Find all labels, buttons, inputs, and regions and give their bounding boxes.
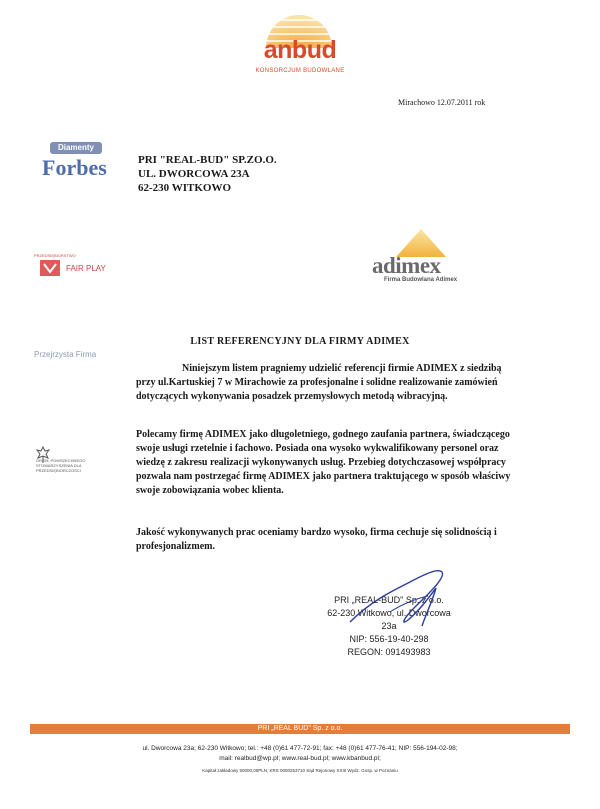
recipient-address	[138, 153, 277, 195]
orzel-award-label: ORZEŁ POWSZECHNEGO STOWARZYSZENIA DLA PRZEDSIĘBIORCZOŚCI	[36, 458, 86, 473]
footer-company-name: PRI „REAL BUD" Sp. z o.o.	[257, 725, 343, 732]
anbud-logo-subtitle: KONSORCJUM BUDOWLANE	[255, 68, 345, 74]
adimex-logo-text: adimex	[372, 253, 441, 278]
paragraph-3: Jakość wykonywanych prac oceniamy bardzo wysoko, firma cechuje się solidnością i profesjonalizmem.	[136, 527, 497, 552]
przejrzysta-firma-logo: Przejrzysta Firma	[34, 350, 97, 359]
footer-address	[0, 744, 600, 764]
forbes-diamond-label: Diamenty	[50, 142, 102, 154]
recipient-line-2: UL. DWORCOWA 23A	[138, 168, 250, 180]
paragraph-2: Polecamy firmę ADIMEX jako długoletniego, godnego zaufania partnera, świadczącego swoje usługi rzetelnie i fachowo. Posiada ona wysoko wykwalifikowany personel oraz wiedzę z zakresu realizacji wykonywanych usług. Przebieg dotychczasowej współpracy pozwala nam postrzegać firmę ADIMEX jako partnera traktującego w sposób właściwy swoje zobowiązania wobec klienta.	[136, 429, 511, 496]
footer-address-line: ul. Dworcowa 23a; 62-230 Witkowo; tel.: +48 (0)61 477-72-91; fax: +48 (0)61 477-76-41; NIP: 556-194-02-98;	[142, 745, 458, 752]
stamp-line-3: NIP: 556-19-40-298	[349, 634, 429, 644]
fairplay-small-label: PRZEDSIĘBIORSTWO	[34, 253, 76, 258]
footer-contact-line: mail: realbud@wp.pl; www.real-bud.pl; www.kbanbud.pl;	[219, 755, 381, 762]
letter-title: LIST REFERENCYJNY DLA FIRMY ADIMEX	[190, 336, 410, 347]
adimex-logo-subtitle: Firma Budowlana Adimex	[384, 277, 458, 283]
stamp-line-4: REGON: 091493983	[347, 647, 431, 657]
footer-capital-info: Kapitał zakładowy 50000,00PLN; KRS 0000253710 Sąd Rejonowy XXIII Wydz. Gosp. w Poznaniu	[202, 768, 398, 773]
paragraph-1: Niniejszym listem pragniemy udzielić referencji firmie ADIMEX z siedzibą przy ul.Kartuskiej 7 w Mirachowie za profesjonalne i solidne realizowanie zamówień dotyczących wykonywania posadzek przemysłowych metodą wibracyjną.	[136, 363, 502, 402]
fairplay-icon	[40, 260, 60, 276]
fairplay-logo: FAIR PLAY	[66, 264, 106, 273]
letter-date: Mirachowo 12.07.2011 rok	[398, 98, 486, 107]
forbes-logo: Forbes	[42, 155, 107, 180]
recipient-line-1: PRI "REAL-BUD" SP.ZO.O.	[138, 154, 277, 166]
anbud-logo-text: anbud	[263, 36, 337, 64]
handwritten-signature	[330, 562, 460, 632]
stamp-line-1: PRI „REAL-BUD" Sp. z o.o.	[334, 595, 444, 605]
recipient-line-3: 62-230 WITKOWO	[138, 182, 232, 194]
stamp-line-2: 62-230 Witkowo, ul. Dworcowa 23a	[327, 608, 451, 631]
